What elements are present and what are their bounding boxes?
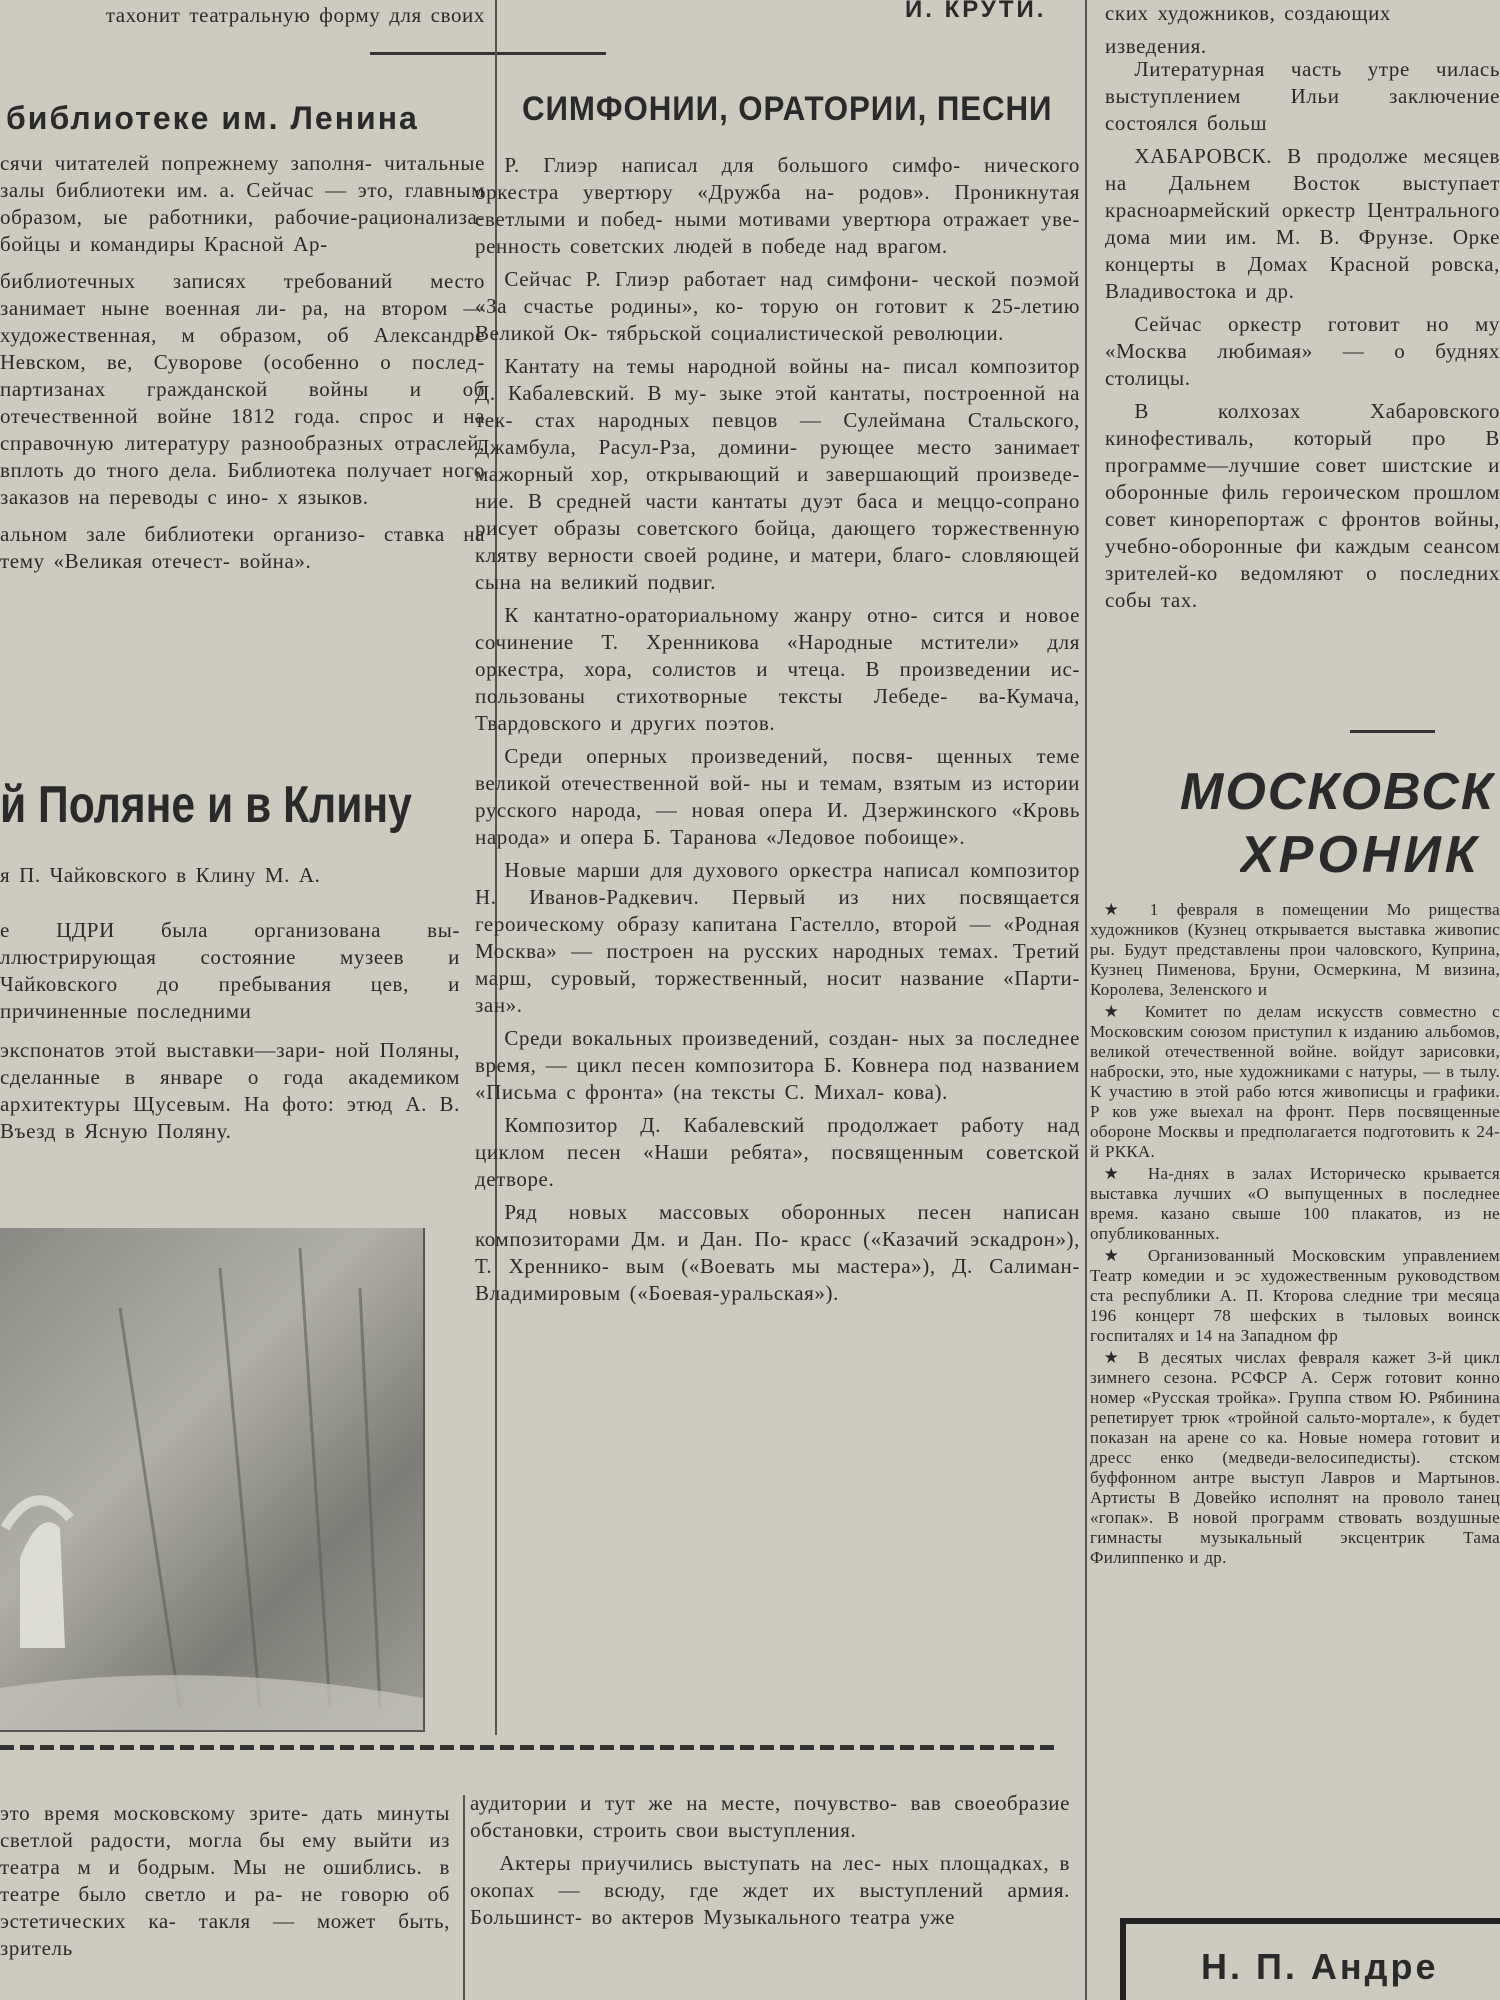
- left-paragraph-4: е ЦДРИ была организована вы- ллюстрирующая состояние музеев и Чайковского до пребывания цев, и причиненные последними: [0, 918, 460, 1023]
- left-paragraph-5: экспонатов этой выставки—зари- ной Поляны, сделанные в январе о года академиком архитектуры Щусевым. На фото: этюд А. В. Въезд в Ясную Поляну.: [0, 1038, 460, 1143]
- left-paragraph-2: библиотечных записях требований место занимает ныне военная ли- ра, на втором — художественная, м образом, об Александре Невском, ве, Суворове (особенно о послед- партизанах гражданской войны и об отечественной войне 1812 года. спрос и на справочную литературу разнообразных отраслей, вплоть до тного дела. Библиотека получает ного заказов на переводы с ино- х языков.: [0, 269, 485, 509]
- wavy-divider: [0, 1745, 1060, 1750]
- top-right-fragment: [1105, 0, 1500, 60]
- left-paragraph-3: альном зале библиотеки организо- ставка на тему «Великая отечест- война».: [0, 522, 485, 573]
- chronicle-item-1: ★ 1 февраля в помещении Мо рищества художников (Кузнец открывается выставка живопис ры. Будут представлены прои чаловского, Куприна, Кузнец Пименова, Бруни, Осмеркина, М визина, Королева, Зеленского и: [1090, 900, 1500, 999]
- chronicle-item-2: ★ Комитет по делам искусств совместно с Московским союзом приступил к изданию альбомов, великой отечественной войне. войдут зарисовки, наброски, это, ные художниками с натуры, — в тылу. К участию в этой рабо ются живописцы и графики. Р ков уже выехал на фронт. Перв посвященные обороне Москвы и предполагается подготовить к 24-й РККА.: [1090, 1002, 1500, 1161]
- yasnaya-polyana-photo: [0, 1228, 425, 1732]
- chronicle-item-4: ★ Организованный Московским управлением Театр комедии и эс художественным руководством ста республики А. П. Кторова следние три месяца 196 концерт 78 шефских в тыловых воинск госпиталях и 14 на Западном фр: [1090, 1246, 1500, 1345]
- middle-paragraph-2: Сейчас Р. Глиэр работает над симфони- ческой поэмой «За счастье родины», ко- торую он готовит к 25-летию Великой Ок- тябрьской социалистической революции.: [475, 267, 1080, 345]
- left-heading-2: й Поляне и в Клину: [0, 776, 412, 834]
- middle-paragraph-6: Новые марши для духового оркестра написал композитор Н. Иванов-Радкевич. Первый из них посвящается героическому образу капитана Гастелло, второй — «Родная Москва» — построен на русских народных темах. Третий марш, суровый, торжественный, носит название «Парти- зан».: [475, 858, 1080, 1017]
- middle-paragraph-8: Композитор Д. Кабалевский продолжает работу над циклом песен «Наши ребята», посвященным советской детворе.: [475, 1113, 1080, 1191]
- right-short-rule: [1350, 730, 1435, 733]
- right-paragraph-4: В колхозах Хабаровского кинофестиваль, который про В программе—лучшие совет шистские и оборонные филь героическом прошлом совет кинорепортаж с фронтов войны, учебно-оборонные фи каждым сеансом зрителей-ко ведомляют о последних собы тах.: [1105, 399, 1500, 612]
- top-right-line-2: изведения.: [1105, 34, 1207, 58]
- right-paragraph-2: ХАБАРОВСК. В продолже месяцев на Дальнем Восток выступает красноармейский оркестр Центрального дома мии им. М. В. Фрунзе. Орке концерты в Домах Красной ровска, Владивостока и др.: [1105, 144, 1500, 303]
- middle-paragraph-9: Ряд новых массовых оборонных песен написан композиторами Дм. и Дан. По- красс («Казачий эскадрон»), Т. Хреннико- вым («Воевать мы мастера»), Д. Салиман- Владимировым («Боевая-уральская»).: [475, 1200, 1080, 1305]
- box-title: Н. П. Андре: [1201, 1946, 1439, 1987]
- left-column-body: [0, 150, 485, 710]
- right-paragraph-3: Сейчас оркестр готовит но му «Москва любимая» — о буднях столицы.: [1105, 312, 1500, 390]
- chronicle-item-5: ★ В десятых числах февраля кажет 3-й цикл зимнего сезона. РСФСР А. Серж готовит конно номер «Русская тройка». Группа ством Ю. Рябинина репетирует трюк «тройной сальто-мортале», к будет показан на арене со ка. Новые номера готовит и дресс енко (медведи-велосипедисты). стском буффонном антре выступ Лавров и Мартынов. Артисты В Довейко исполнят на проволо танец «гопак». В новой программ ствовать воздушные гимнасты музыкальный эксцентрик Тама Филиппенко и др.: [1090, 1348, 1500, 1567]
- middle-paragraph-1: Р. Глиэр написал для большого симфо- нического оркестра увертюру «Дружба на- родов». Проникнутая светлыми и побед- ными мотивами увертюра отражает уве- ренность советских людей в победе над врагом.: [475, 153, 1080, 258]
- middle-bottom-paragraph-2: Актеры приучились выступать на лес- ных площадках, в окопах — всюду, где ждет их выступлений армия. Большинст- во актеров Музыкального театра уже: [470, 1851, 1070, 1929]
- vertical-rule-right: [1085, 0, 1087, 2000]
- left-subline: я П. Чайковского в Клину М. А.: [0, 863, 321, 887]
- left-bottom-column: [0, 1800, 450, 2000]
- chronicle-heading-line-2: ХРОНИК: [1240, 826, 1481, 884]
- top-short-rule: [370, 52, 606, 55]
- middle-paragraph-3: Кантату на темы народной войны на- писал композитор Д. Кабалевский. В му- зыке этой кантаты, построенной на тек- стах народных певцов — Сулеймана Стальского, Джамбула, Расул-Рза, домини- рующее место занимает мажорный хор, открывающий и завершающий произведе- ние. В средней части кантаты дуэт баса и меццо-сопрано рисует образы советского бойца, дающего торжественную клятву верности своей родине, и матери, благо- словляющей сына на великий подвиг.: [475, 354, 1080, 594]
- left-column-body-2: [0, 862, 460, 1222]
- left-bottom-paragraph: это время московскому зрите- дать минуты светлой радости, могла бы ему выйти из театра м и бодрым. Мы не ошиблись. в театре было светло и ра- не говорю об эстетических ка- такля — может быть, зритель: [0, 1801, 450, 1960]
- top-left-fragment: [0, 2, 485, 34]
- top-right-line-1: ских художников, создающих: [1105, 1, 1392, 25]
- chronicle-body: [1090, 900, 1500, 1910]
- right-paragraph-1: Литературная часть утре чилась выступлением Ильи заключение состоялся больш: [1105, 57, 1500, 135]
- middle-paragraph-5: Среди оперных произведений, посвя- щенных теме великой отечественной вой- ны и темам, взятым из истории русского народа, — новая опера И. Дзержинского «Кровь народа» и опера Б. Таранова «Ледовое побоище».: [475, 744, 1080, 849]
- vertical-rule-middle: [463, 1795, 465, 2000]
- top-left-line: тахонит театральную форму для своих: [105, 3, 485, 27]
- top-middle-signature: И. КРУТИ.: [905, 0, 1047, 23]
- middle-bottom-column: [470, 1790, 1070, 2000]
- middle-column-body: [475, 152, 1080, 1722]
- right-column-body: [1105, 56, 1500, 716]
- left-heading: библиотеке им. Ленина: [6, 100, 419, 136]
- middle-paragraph-4: К кантатно-ораториальному жанру отно- сится и новое сочинение Т. Хренникова «Народные мстители» для оркестра, хора, солистов и чтеца. В произведении ис- пользованы стихотворные тексты Лебеде- ва-Кумача, Твардовского и других поэтов.: [475, 603, 1080, 735]
- photo-sketch-icon: [0, 1228, 423, 1730]
- middle-paragraph-7: Среди вокальных произведений, создан- ных за последнее время, — цикл песен композитора Б. Ковнера под названием «Письма с фронта» (на тексты С. Михал- кова).: [475, 1026, 1080, 1104]
- left-paragraph-1: сячи читателей попрежнему заполня- читальные залы библиотеки им. а. Сейчас — это, главным образом, ые работники, рабочие-рационализа- бойцы и командиры Красной Ар-: [0, 151, 485, 256]
- chronicle-heading-line-1: МОСКОВСК: [1180, 763, 1495, 821]
- middle-bottom-paragraph-1: аудитории и тут же на месте, почувство- вав своеобразие обстановки, строить свои выступления.: [470, 1791, 1070, 1842]
- middle-heading: СИМФОНИИ, ОРАТОРИИ, ПЕСНИ: [522, 90, 1053, 128]
- bottom-right-box: [1120, 1918, 1500, 2000]
- chronicle-item-3: ★ На-днях в залах Историческо крывается выставка лучших «О выпущенных в последнее время. казано свыше 100 плакатов, из не опубликованных.: [1090, 1164, 1500, 1243]
